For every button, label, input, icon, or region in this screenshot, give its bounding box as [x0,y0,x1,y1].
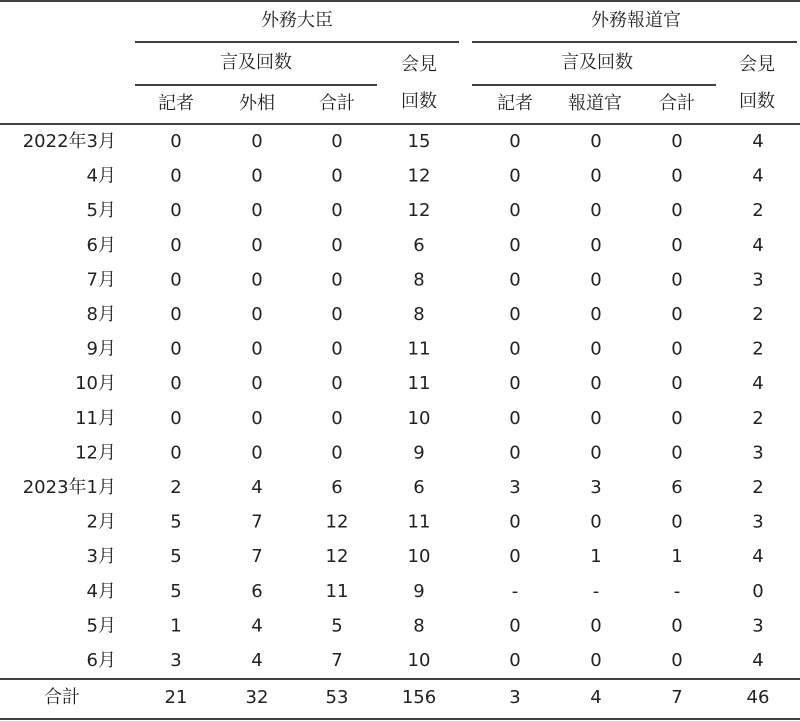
table-cell: 2 [752,338,764,360]
table-cell: 0 [671,442,683,464]
table-cell: 0 [251,304,263,325]
table-cell: 0 [590,511,602,533]
table-cell: 1 [170,615,182,637]
table-cell: 0 [671,131,683,152]
table-cell: 0 [509,200,521,222]
table-cell: 0 [590,304,602,325]
table-cell: 0 [671,269,683,291]
table-cell: 3 [752,615,764,637]
table-cell: 0 [331,269,343,291]
table-cell: 0 [671,511,683,533]
table-cell: 0 [509,442,521,464]
header-press-conf-minister-line2: 回数 [401,91,437,112]
table-cell: 0 [590,200,602,222]
table-cell: 5 [331,615,343,637]
header-group-minister: 外務大臣 [261,10,333,31]
table-cell: 0 [331,131,343,152]
table-cell: 6 [413,477,425,498]
table-cell: 0 [170,131,182,152]
table-cell: 4 [752,234,764,256]
table-cell: 0 [251,373,263,395]
table-cell: 10 [407,650,431,671]
table-cell: 8 [413,615,425,637]
table-cell: 0 [509,373,521,395]
table-cell: 4 [752,131,764,152]
table-cell: 0 [331,373,343,395]
table-cell: 4 [752,650,764,671]
table-cell: 0 [509,234,521,256]
table-cell: 0 [590,373,602,395]
total-cell: 53 [325,687,349,708]
table-cell: 0 [251,200,263,222]
header-mention-count-press: 言及回数 [561,52,633,73]
table-cell: 0 [331,407,343,429]
total-cell: 156 [401,687,437,708]
table-cell: 0 [509,546,521,568]
table-cell: 4 [251,615,263,637]
total-cell: 21 [164,687,188,708]
row-label: 5月 [86,615,116,637]
row-label: 6月 [86,234,116,256]
row-label: 11月 [75,407,116,429]
table-cell: 6 [251,580,263,602]
table-cell: 11 [325,580,349,602]
table-cell: 12 [325,546,349,568]
table-cell: 0 [671,650,683,671]
table-cell: 0 [590,407,602,429]
row-label: 2月 [86,511,116,533]
table-cell: 3 [509,477,521,498]
table-cell: 0 [251,407,263,429]
header-press-conf-press-line2: 回数 [739,91,775,112]
table-cell: 6 [331,477,343,498]
table-cell: 4 [752,546,764,568]
table-cell: 0 [671,615,683,637]
row-label: 4月 [86,165,116,187]
table-cell: 0 [752,580,764,602]
table-cell: 11 [407,373,431,395]
table-cell: 0 [509,650,521,671]
table-cell: 0 [590,650,602,671]
table-cell: 4 [752,373,764,395]
table-cell: 11 [407,338,431,360]
table-cell: 0 [671,373,683,395]
header-mention-count-minister: 言及回数 [220,52,292,73]
table-cell: 5 [170,580,182,602]
row-label: 9月 [86,338,116,360]
table-cell: 0 [251,165,263,187]
total-cell: 4 [590,687,602,708]
table-cell: 0 [331,304,343,325]
table-cell: 0 [509,304,521,325]
table-cell: 0 [170,338,182,360]
table-cell: 0 [509,165,521,187]
table-cell: 7 [251,546,263,568]
table-cell: 0 [509,131,521,152]
table-cell: 0 [331,165,343,187]
table-cell: 1 [671,546,683,568]
table-cell: 0 [331,234,343,256]
row-label: 5月 [86,200,116,222]
table-cell: 4 [251,477,263,498]
table-cell: 0 [170,269,182,291]
table-cell: 2 [752,477,764,498]
row-label: 10月 [75,373,116,395]
table-cell: 6 [671,477,683,498]
table-cell: 10 [407,407,431,429]
table-cell: 0 [331,442,343,464]
table-cell: 4 [251,650,263,671]
table-cell: 0 [509,338,521,360]
table-cell: 7 [251,511,263,533]
row-label: 3月 [86,546,116,568]
table-cell: - [592,580,600,602]
table-body [23,130,770,708]
table-cell: 3 [170,650,182,671]
table-cell: 0 [671,234,683,256]
table-cell: 10 [407,546,431,568]
table-cell: 0 [170,165,182,187]
total-cell: 32 [245,687,269,708]
table-cell: 2 [752,304,764,325]
table-cell: 0 [590,269,602,291]
header-col-spokesperson: 報道官 [568,93,622,114]
row-label: 2022年3月 [22,131,116,152]
table-cell: 12 [407,200,431,222]
table-cell: 0 [671,200,683,222]
table-cell: 9 [413,442,425,464]
table-cell: 4 [752,165,764,187]
table-cell: 0 [509,269,521,291]
table-cell: 8 [413,304,425,325]
total-cell: 7 [671,687,683,708]
header-group-press: 外務報道官 [591,10,681,31]
header-col-subtotal-minister: 合計 [319,93,355,114]
table-cell: 2 [752,407,764,429]
table-cell: 5 [170,546,182,568]
table-cell: 0 [251,338,263,360]
table-cell: 0 [251,269,263,291]
table-cell: - [511,580,519,602]
table-cell: 11 [407,511,431,533]
table-cell: 1 [590,546,602,568]
table-cell: 6 [413,234,425,256]
table-cell: 0 [509,407,521,429]
table-cell: 0 [170,373,182,395]
table-cell: 9 [413,580,425,602]
row-label: 12月 [75,442,116,464]
table-cell: 0 [251,131,263,152]
header-col-foreign-minister: 外相 [239,93,275,114]
table-cell: 0 [671,407,683,429]
row-label: 8月 [86,304,116,325]
table-cell: 0 [671,165,683,187]
table-cell: 3 [590,477,602,498]
table-cell: 0 [671,304,683,325]
table-cell: 7 [331,650,343,671]
table-cell: 0 [509,511,521,533]
table-cell: 0 [170,442,182,464]
table-cell: 0 [671,338,683,360]
table-cell: 0 [331,200,343,222]
row-label: 2023年1月 [22,477,116,498]
header-press-conf-minister-line1: 会見 [401,54,437,75]
table-cell: 12 [407,165,431,187]
table-cell: 5 [170,511,182,533]
table-cell: 3 [752,511,764,533]
table-cell: 0 [331,338,343,360]
table-cell: 0 [170,304,182,325]
row-label: 7月 [86,269,116,291]
total-cell: 46 [746,687,770,708]
table-cell: 0 [590,338,602,360]
header-col-reporter-press: 記者 [497,93,533,114]
row-label: 4月 [86,580,116,602]
header-col-subtotal-press: 合計 [659,93,695,114]
total-label: 合計 [44,687,80,708]
table-cell: 3 [752,442,764,464]
table-cell: 2 [752,200,764,222]
table-cell: 0 [590,131,602,152]
table-cell: 3 [752,269,764,291]
table-cell: 0 [251,234,263,256]
total-cell: 3 [509,687,521,708]
table-cell: 0 [170,234,182,256]
table-cell: 0 [590,234,602,256]
header-press-conf-press-line1: 会見 [739,54,775,75]
table-cell: 0 [251,442,263,464]
table-cell: 8 [413,269,425,291]
table-cell: 0 [509,615,521,637]
header-col-reporter-minister: 記者 [158,93,194,114]
table-cell: - [673,580,681,602]
table-cell: 2 [170,477,182,498]
table-cell: 12 [325,511,349,533]
table-cell: 0 [170,200,182,222]
table-cell: 15 [407,131,431,152]
table-cell: 0 [590,165,602,187]
table-cell: 0 [590,615,602,637]
table-cell: 0 [590,442,602,464]
table-cell: 0 [170,407,182,429]
row-label: 6月 [86,650,116,671]
